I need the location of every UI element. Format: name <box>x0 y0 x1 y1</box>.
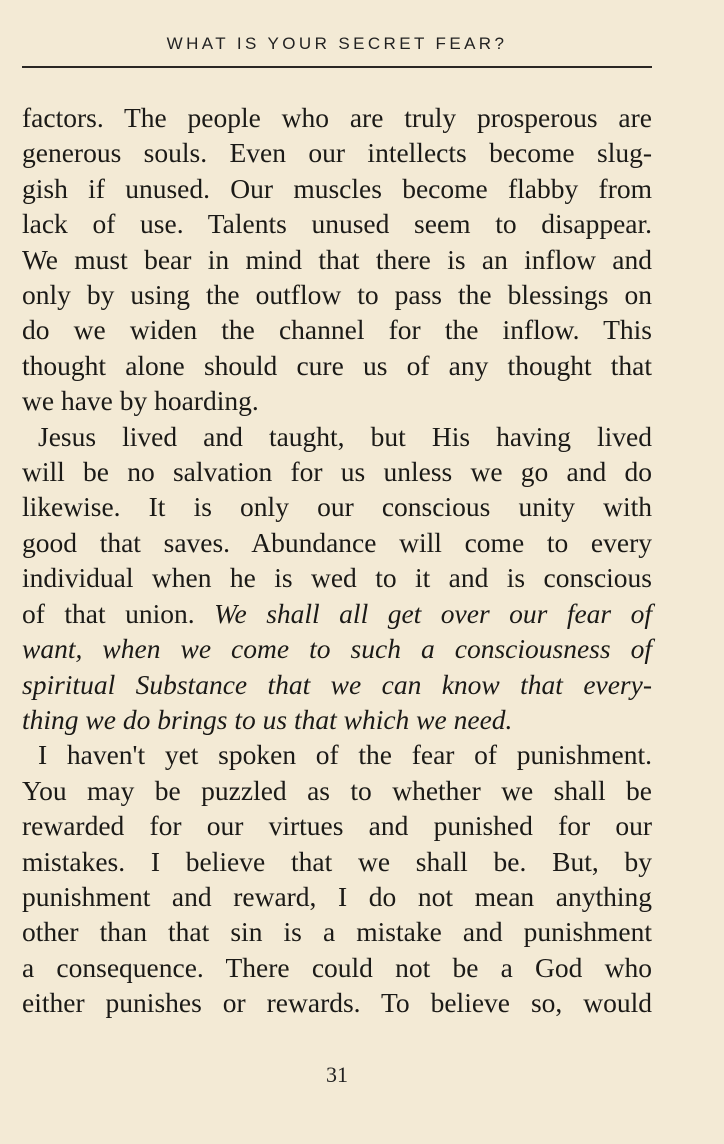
paragraph-3 <box>22 737 652 1020</box>
text-line: You may be puzzled as to whether we shall be <box>22 774 652 806</box>
text-line: only by using the outflow to pass the blessings on <box>22 279 652 311</box>
text-line: we have by hoarding. <box>22 385 259 417</box>
body-text <box>22 100 652 1021</box>
text-line: do we widen the channel for the inflow. This <box>22 314 652 346</box>
running-head: WHAT IS YOUR SECRET FEAR? <box>166 34 508 53</box>
italic-line: want, when we come to such a consciousness of <box>22 633 652 665</box>
roman-text: of that union. <box>22 597 195 629</box>
text-line: individual when he is wed to it and is conscious <box>22 562 652 594</box>
text-line: rewarded for our virtues and punished for our <box>22 810 652 842</box>
text-line: good that saves. Abundance will come to every <box>22 526 652 558</box>
mixed-line <box>22 596 652 631</box>
paragraph-2 <box>22 419 652 738</box>
italic-line: spiritual Substance that we can know that every- <box>22 668 652 700</box>
text-line: Jesus lived and taught, but His having lived <box>38 420 652 452</box>
text-line: generous souls. Even our intellects become slug- <box>22 137 652 169</box>
text-line: We must bear in mind that there is an inflow and <box>22 243 652 275</box>
text-line: lack of use. Talents unused seem to disappear. <box>22 208 652 240</box>
header-rule <box>22 66 652 68</box>
text-line: either punishes or rewards. To believe so, would <box>22 987 652 1019</box>
italic-line: thing we do brings to us that which we need. <box>22 703 513 735</box>
text-line: likewise. It is only our conscious unity with <box>22 491 652 523</box>
text-line: punishment and reward, I do not mean anything <box>22 880 652 912</box>
text-line: mistakes. I believe that we shall be. But, by <box>22 845 652 877</box>
text-line: factors. The people who are truly prosperous are <box>22 102 652 133</box>
paragraph-1 <box>22 100 652 419</box>
italic-text: We shall all get over our fear of <box>214 597 653 629</box>
text-line: thought alone should cure us of any thought that <box>22 349 652 381</box>
text-line: I haven't yet spoken of the fear of punishment. <box>38 739 652 771</box>
text-line: gish if unused. Our muscles become flabby from <box>22 172 652 204</box>
text-line: a consequence. There could not be a God who <box>22 951 652 983</box>
page-number: 31 <box>326 1062 348 1087</box>
text-line: other than that sin is a mistake and punishment <box>22 916 652 948</box>
text-line: will be no salvation for us unless we go and do <box>22 456 652 488</box>
